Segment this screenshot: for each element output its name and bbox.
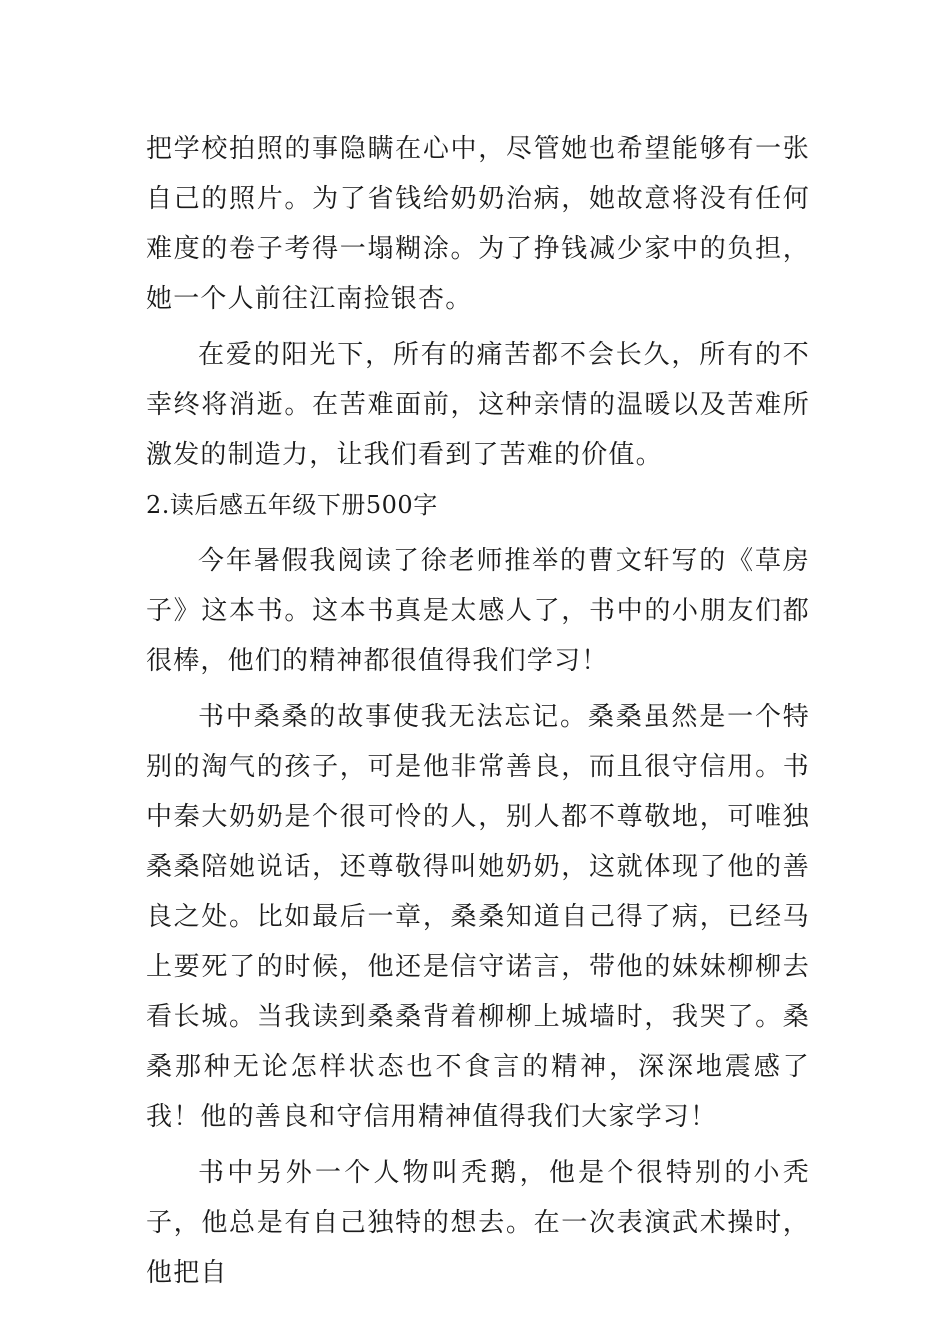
- paragraph-love-sunshine: 在爱的阳光下，所有的痛苦都不会长久，所有的不幸终将消逝。在苦难面前，这种亲情的温暖以及苦难所激发的制造力，让我们看到了苦难的价值。: [146, 340, 810, 470]
- paragraph-tu-e: 书中另外一个人物叫秃鹅，他是个很特别的小秃子，他总是有自己独特的想去。在一次表演武术操时，他把自: [146, 1158, 810, 1288]
- section-heading: 2.读后感五年级下册500字: [146, 491, 438, 519]
- document-body: [146, 124, 810, 1298]
- paragraph-sangsang-story: 书中桑桑的故事使我无法忘记。桑桑虽然是一个特别的淘气的孩子，可是他非常善良，而且很守信用。书中秦大奶奶是个很可怜的人，别人都不尊敬地，可唯独桑桑陪她说话，还尊敬得叫她奶奶，这就体现了他的善良之处。比如最后一章，桑桑知道自己得了病，已经马上要死了的时候，他还是信守诺言，带他的妹妹柳柳去看长城。当我读到桑桑背着柳柳上城墙时，我哭了。桑桑那种无论怎样状态也不食言的精神，深深地震感了我！他的善良和守信用精神值得我们大家学习！: [146, 702, 810, 1132]
- paragraph-summer-reading: 今年暑假我阅读了徐老师推举的曹文轩写的《草房子》这本书。这本书真是太感人了，书中的小朋友们都很棒，他们的精神都很值得我们学习！: [146, 546, 810, 676]
- paragraph-continuation: 把学校拍照的事隐瞒在心中，尽管她也希望能够有一张自己的照片。为了省钱给奶奶治病，她故意将没有任何难度的卷子考得一塌糊涂。为了挣钱减少家中的负担，她一个人前往江南捡银杏。: [146, 134, 810, 314]
